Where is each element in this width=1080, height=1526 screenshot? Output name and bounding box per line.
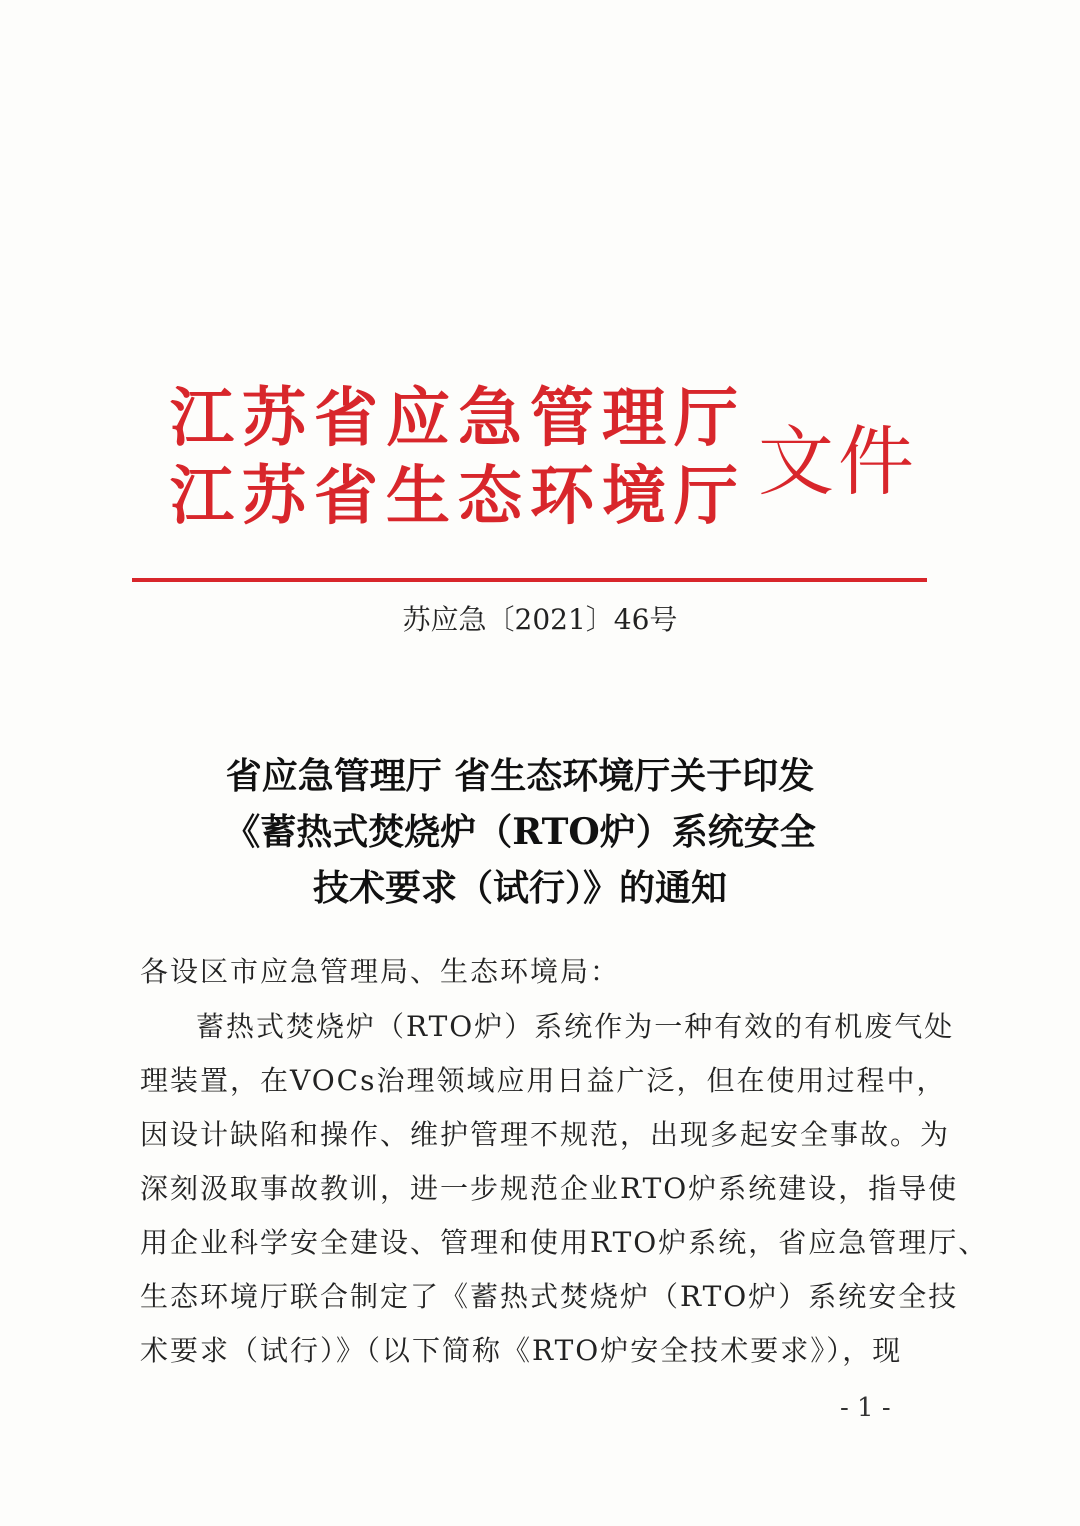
body-line: 因设计缺陷和操作、维护管理不规范，出现多起安全事故。为 [140,1118,951,1151]
page-number: - 1 - [840,1393,891,1423]
title-line: 省应急管理厅 省生态环境厅关于印发 [225,755,815,797]
body-paragraph [140,1000,989,1378]
body-line: 理装置，在VOCs治理领域应用日益广泛，但在使用过程中， [140,1064,947,1097]
salutation: 各设区市应急管理局、生态环境局： [140,955,621,988]
document-title [140,748,900,916]
document-number: 苏应急〔2021〕46号 [402,603,678,636]
red-divider-line [132,578,927,582]
title-line: 技术要求（试行）》的通知 [312,867,727,909]
body-line: 蓄热式焚烧炉（RTO炉）系统作为一种有效的有机废气处 [196,1010,955,1043]
body-line: 生态环境厅联合制定了《蓄热式焚烧炉（RTO炉）系统安全技 [140,1280,959,1313]
body-line: 用企业科学安全建设、管理和使用RTO炉系统，省应急管理厅、 [140,1226,989,1259]
issuer-name-environment-dept: 江苏省生态环境厅 [170,460,746,534]
title-line: 《蓄热式焚烧炉（RTO炉）系统安全 [224,811,816,853]
body-line: 深刻汲取事故教训，进一步规范企业RTO炉系统建设，指导使 [140,1172,959,1205]
red-header [170,378,918,538]
issuer-name-emergency-dept: 江苏省应急管理厅 [170,382,746,456]
document-suffix: 文件 [758,417,918,506]
body-line: 术要求（试行）》（以下简称《RTO炉安全技术要求》），现 [140,1334,903,1367]
